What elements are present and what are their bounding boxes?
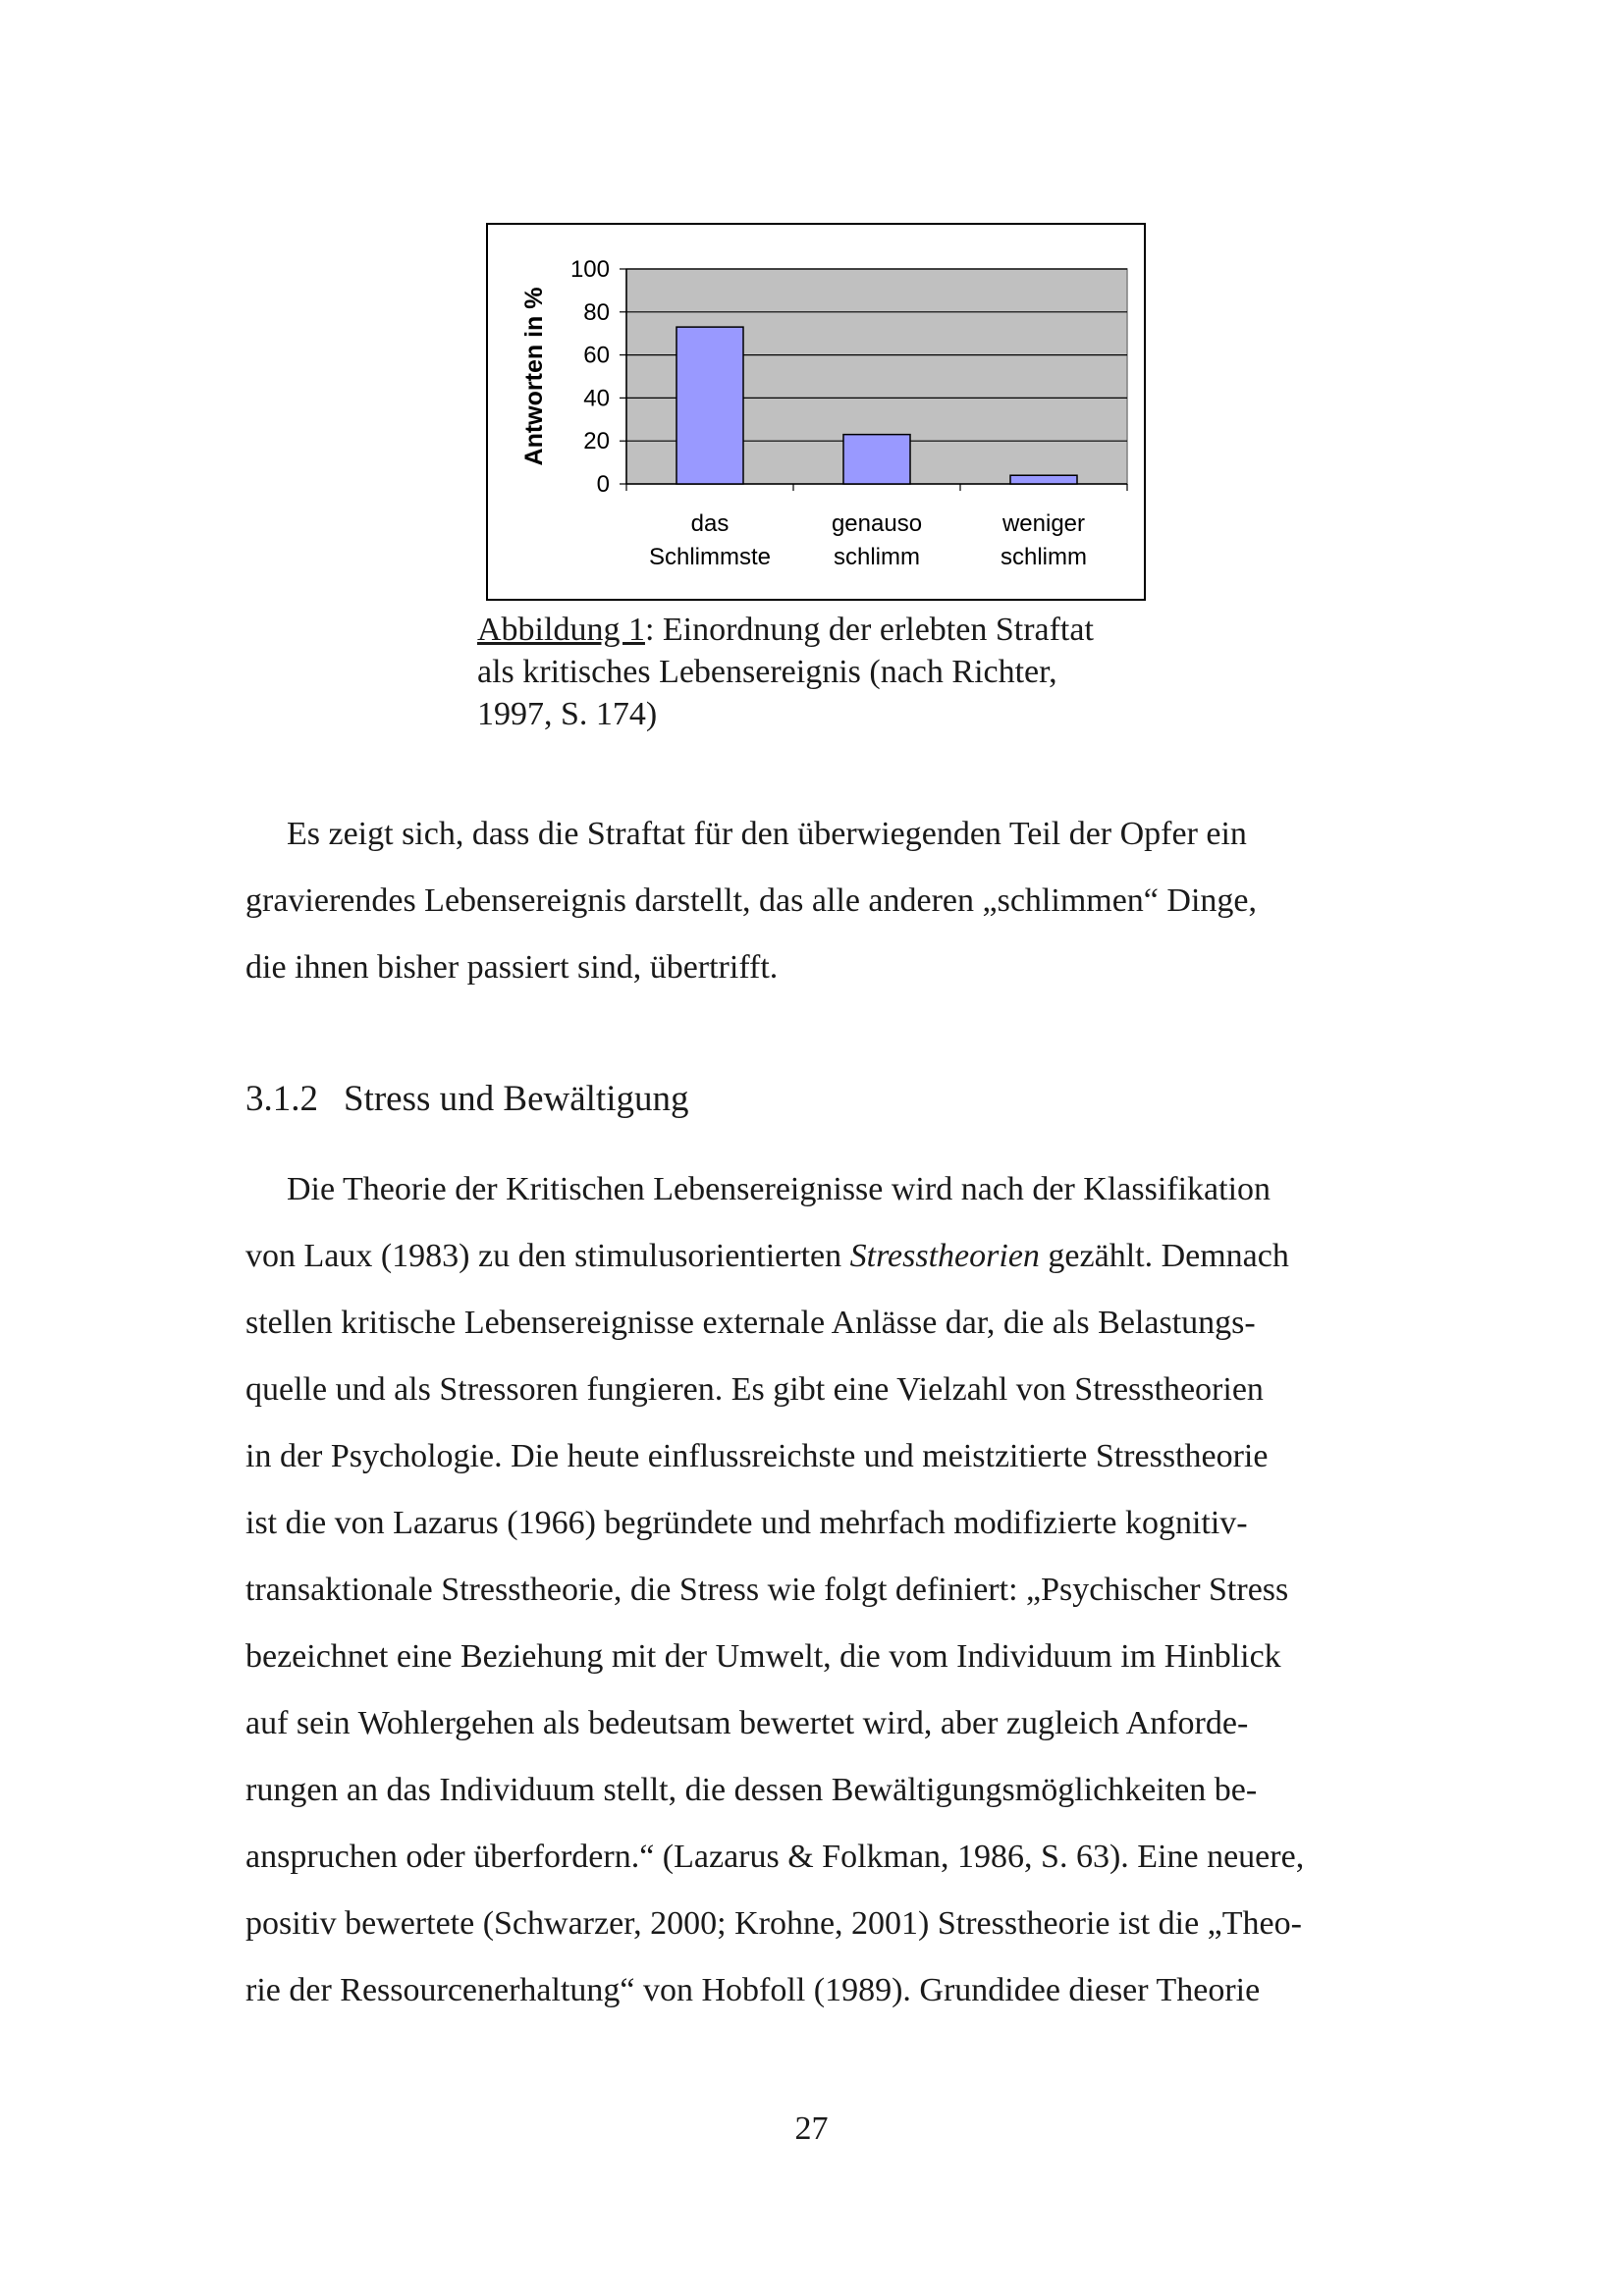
- paragraph-2-line: quelle und als Stressoren fungieren. Es gibt eine Vielzahl von Stresstheorien: [245, 1371, 1264, 1408]
- x-tick-label: schlimm: [834, 544, 920, 570]
- section-heading: [245, 1070, 688, 1129]
- x-tick-label: schlimm: [1001, 544, 1087, 570]
- figure-caption: [477, 609, 1164, 735]
- x-tick-label: weniger: [1001, 510, 1086, 537]
- bar: [1010, 475, 1077, 484]
- y-tick-label: 20: [583, 428, 610, 455]
- page-number: 27: [794, 2110, 829, 2147]
- paragraph-2-line: anspruchen oder überfordern.“ (Lazarus & Folkman, 1986, S. 63). Eine neuere,: [245, 1839, 1305, 1875]
- section-number: 3.1.2: [245, 1079, 318, 1119]
- bar-chart: [486, 223, 1146, 601]
- paragraph-1-line-3: die ihnen bisher passiert sind, übertrifft.: [245, 949, 779, 986]
- paragraph-2-line: in der Psychologie. Die heute einflussreichste und meistzitierte Stresstheorie: [245, 1438, 1269, 1474]
- y-tick-label: 60: [583, 342, 610, 369]
- paragraph-2-line: stellen kritische Lebensereignisse externale Anlässe dar, die als Belastungs-: [245, 1305, 1256, 1341]
- paragraph-2-line: rie der Ressourcenerhaltung“ von Hobfoll (1989). Grundidee dieser Theorie: [245, 1972, 1261, 2008]
- bar: [676, 327, 743, 484]
- paragraph-2-line: transaktionale Stresstheorie, die Stress wie folgt definiert: „Psychischer Stress: [245, 1572, 1289, 1608]
- x-tick-label: genauso: [831, 510, 923, 537]
- x-tick-label: Schlimmste: [648, 544, 772, 570]
- section-title: Stress und Bewältigung: [344, 1079, 689, 1119]
- bar: [843, 435, 910, 484]
- paragraph-2-line-2-end: gezählt. Demnach: [1039, 1238, 1289, 1274]
- paragraph-2-line-2: [245, 1223, 1394, 1290]
- y-axis-label: Antworten in %: [520, 287, 548, 466]
- caption-text-1: : Einordnung der erlebten Straftat: [644, 612, 1094, 648]
- y-tick-label: 0: [596, 471, 610, 498]
- paragraph-1: [245, 801, 1394, 1001]
- caption-line-1: [477, 609, 1164, 651]
- paragraph-2: [245, 1156, 1394, 2024]
- y-tick-label: 100: [569, 256, 610, 283]
- caption-line-3: 1997, S. 174): [477, 696, 658, 732]
- paragraph-2-line: auf sein Wohlergehen als bedeutsam bewertet wird, aber zugleich Anforde-: [245, 1705, 1249, 1741]
- paragraph-2-line: rungen an das Individuum stellt, die dessen Bewältigungsmöglichkeiten be-: [245, 1772, 1258, 1808]
- paragraph-1-line-1: Es zeigt sich, dass die Straftat für den überwiegenden Teil der Opfer ein: [287, 816, 1247, 852]
- paragraph-1-line-2: gravierendes Lebensereignis darstellt, das alle anderen „schlimmen“ Dinge,: [245, 882, 1257, 919]
- chart-svg: [488, 225, 1148, 603]
- paragraph-2-line: ist die von Lazarus (1966) begründete und mehrfach modifizierte kognitiv-: [245, 1505, 1248, 1541]
- caption-line-2: als kritisches Lebensereignis (nach Richter,: [477, 654, 1057, 690]
- paragraph-2-line: bezeichnet eine Beziehung mit der Umwelt, die vom Individuum im Hinblick: [245, 1638, 1281, 1675]
- emphasis-stresstheorien: Stresstheorien: [849, 1238, 1040, 1274]
- paragraph-2-line-1: Die Theorie der Kritischen Lebensereignisse wird nach der Klassifikation: [287, 1171, 1271, 1207]
- y-tick-label: 40: [583, 385, 610, 412]
- paragraph-2-line-2-start: von Laux (1983) zu den stimulusorientierten: [245, 1238, 850, 1274]
- y-tick-label: 80: [583, 298, 610, 326]
- x-tick-label: das: [690, 510, 730, 537]
- paragraph-2-line: positiv bewertete (Schwarzer, 2000; Krohne, 2001) Stresstheorie ist die „Theo-: [245, 1905, 1302, 1942]
- caption-label: Abbildung 1: [477, 612, 645, 648]
